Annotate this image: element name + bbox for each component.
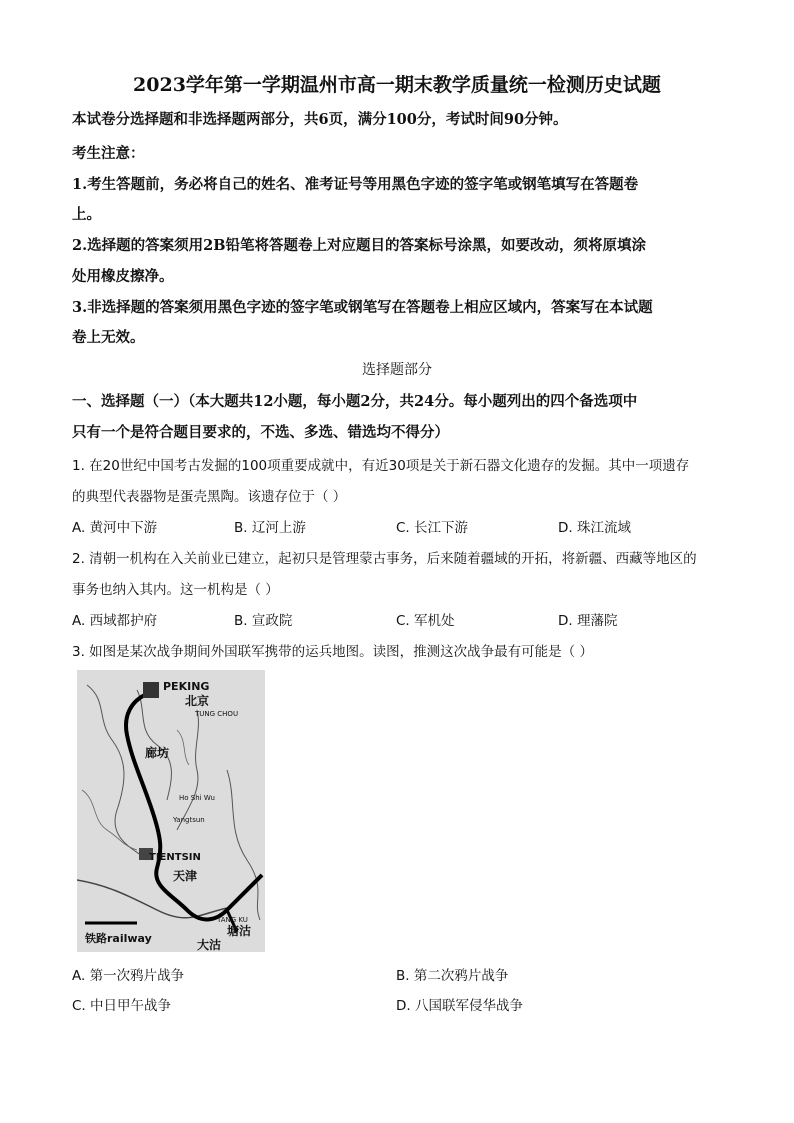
question-3-option-b: B. 第二次鸦片战争 [396,968,509,984]
question-1-option-a: A. 黄河中下游 [72,520,158,536]
page-title: 2023学年第一学期温州市高一期末教学质量统一检测历史试题 [133,74,661,96]
map-city-peking [143,682,159,698]
map-label-peking: PEKING [163,680,210,693]
question-1-stem-line-1: 1. 在20世纪中国考古发掘的100项重要成就中，有近30项是关于新石器文化遗存的发掘。其中一项遗存 [72,458,690,474]
question-2-option-c: C. 军机处 [396,613,455,629]
part-heading-line-2: 只有一个是符合题目要求的，不选、多选、错选均不得分） [72,424,449,441]
map-label-tanggu: 塘沽 [227,924,252,938]
notice-3-line-1: 3.非选择题的答案须用黑色字迹的签字笔或钢笔写在答题卷上相应区域内，答案写在本试题 [72,299,653,316]
notice-2-line-1: 2.选择题的答案须用2B铅笔将答题卷上对应题目的答案标号涂黑，如要改动，须将原填涂 [72,237,646,254]
question-2-option-d: D. 理藩院 [558,613,618,629]
question-3-option-d: D. 八国联军侵华战争 [396,998,523,1014]
part-heading-line-1: 一、选择题（一）（本大题共12小题，每小题2分，共24分。每小题列出的四个备选项中 [72,393,638,410]
question-1-option-d: D. 珠江流域 [558,520,631,536]
section-title: 选择题部分 [362,362,432,378]
map-label-tientsin: TIENTSIN [149,852,201,863]
notice-heading: 考生注意： [72,145,145,162]
map-label-beijing: 北京 [185,694,210,708]
troop-transport-map [77,670,265,952]
map-label-dagu: 大沽 [197,938,222,952]
question-3-option-c: C. 中日甲午战争 [72,998,172,1014]
map-label-tianjin: 天津 [173,869,198,883]
question-2-stem-line-1: 2. 清朝一机构在入关前业已建立，起初只是管理蒙古事务，后来随着疆域的开拓，将新疆、西藏等地区的 [72,551,697,567]
map-label-ho-shi-wu: Ho Shi Wu [179,794,215,802]
question-2-option-b: B. 宣政院 [234,613,293,629]
notice-3-line-2: 卷上无效。 [72,329,145,346]
question-2-option-a: A. 西域都护府 [72,613,158,629]
notice-1-line-2: 上。 [72,206,101,223]
notice-1-line-1: 1.考生答题前，务必将自己的姓名、准考证号等用黑色字迹的签字笔或钢笔填写在答题卷 [72,176,639,193]
map-label-tung-chou: TUNG CHOU [195,710,239,718]
map-legend-label: 铁路railway [85,932,152,945]
question-1-option-c: C. 长江下游 [396,520,469,536]
exam-intro: 本试卷分选择题和非选择题两部分，共6页，满分100分，考试时间90分钟。 [72,111,568,128]
question-1-stem-line-2: 的典型代表器物是蛋壳黑陶。该遗存位于（ ） [72,489,347,505]
map-label-langfang: 廊坊 [145,746,170,760]
question-2-stem-line-2: 事务也纳入其内。这一机构是（ ） [72,582,279,598]
question-3-option-a: A. 第一次鸦片战争 [72,968,185,984]
question-3-stem: 3. 如图是某次战争期间外国联军携带的运兵地图。读图，推测这次战争最有可能是（ ） [72,644,593,660]
map-label-tang-ku: TANG KU [217,916,248,924]
map-label-yangtsun: Yangtsun [173,816,205,824]
notice-2-line-2: 处用橡皮擦净。 [72,268,174,285]
question-1-option-b: B. 辽河上游 [234,520,306,536]
